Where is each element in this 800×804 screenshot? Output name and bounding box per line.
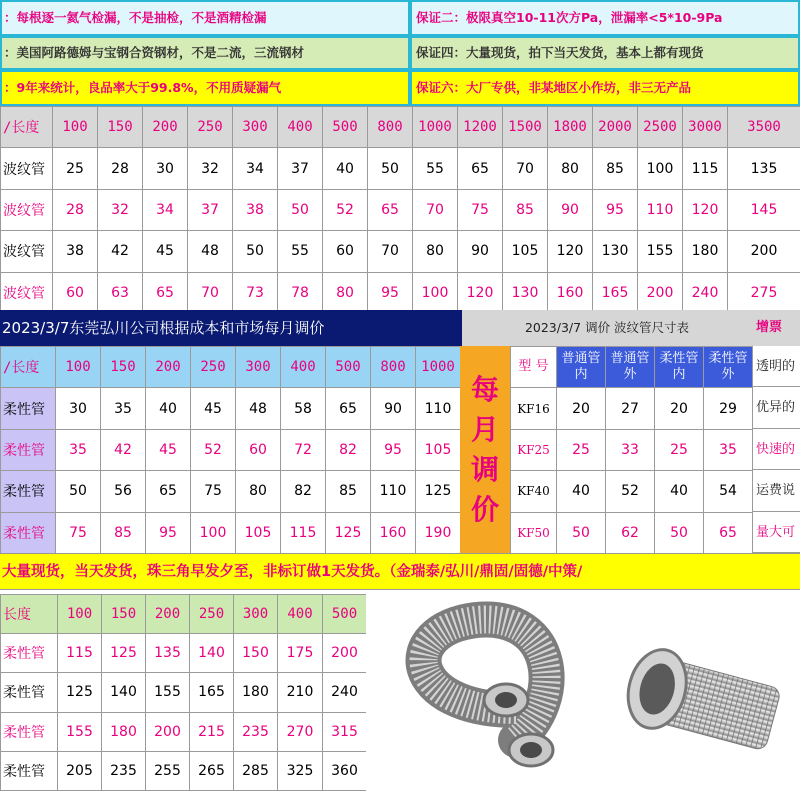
size-cell: 65 — [704, 512, 753, 553]
length-header-label: 长度 — [1, 595, 58, 634]
invoice-label: 增票 — [752, 310, 800, 346]
table-row — [1, 272, 800, 313]
length-header-cell: 800 — [368, 107, 413, 148]
price-cell: 85 — [101, 512, 146, 553]
monthly-adjust-badge — [460, 346, 510, 553]
price-cell: 275 — [728, 272, 800, 313]
size-cell: 27 — [606, 388, 655, 429]
size-header-cell: 型 号 — [511, 347, 557, 388]
price-cell: 82 — [281, 471, 326, 512]
bellows-hose-illustration — [366, 590, 800, 800]
flex-hose-price-table-2 — [0, 594, 367, 791]
size-cell: 50 — [655, 512, 704, 553]
price-cell: 50 — [278, 189, 323, 230]
price-cell: 235 — [234, 712, 278, 751]
price-cell: 285 — [234, 751, 278, 790]
feature-item: 优异的 — [752, 387, 800, 428]
price-cell: 45 — [191, 388, 236, 429]
size-cell: 25 — [655, 429, 704, 470]
length-header-cell: 500 — [326, 347, 371, 388]
price-cell: 100 — [191, 512, 236, 553]
price-cell: 56 — [101, 471, 146, 512]
price-cell: 40 — [323, 148, 368, 189]
price-cell: 65 — [326, 388, 371, 429]
price-cell: 80 — [548, 148, 593, 189]
length-header-cell: 1800 — [548, 107, 593, 148]
size-cell: 40 — [557, 471, 606, 512]
size-cell: 50 — [557, 512, 606, 553]
price-cell: 80 — [236, 471, 281, 512]
price-cell: 85 — [503, 189, 548, 230]
price-cell: 85 — [593, 148, 638, 189]
table-row — [1, 388, 461, 429]
price-cell: 75 — [191, 471, 236, 512]
model-cell: KF25 — [511, 429, 557, 470]
price-cell: 205 — [58, 751, 102, 790]
price-cell: 42 — [98, 231, 143, 272]
model-cell: KF16 — [511, 388, 557, 429]
bellows-price-table — [0, 106, 800, 314]
price-cell: 78 — [278, 272, 323, 313]
row-label: 波纹管 — [1, 189, 53, 230]
price-cell: 75 — [458, 189, 503, 230]
price-cell: 60 — [236, 429, 281, 470]
table-row — [1, 751, 367, 790]
table-row — [1, 471, 461, 512]
size-row — [511, 471, 753, 512]
price-cell: 55 — [278, 231, 323, 272]
price-cell: 125 — [416, 471, 461, 512]
price-cell: 200 — [728, 231, 800, 272]
table-row — [1, 231, 800, 272]
price-cell: 34 — [233, 148, 278, 189]
price-cell: 85 — [326, 471, 371, 512]
price-cell: 25 — [53, 148, 98, 189]
length-header-cell: 3500 — [728, 107, 800, 148]
size-cell: 33 — [606, 429, 655, 470]
size-table-title: 2023/3/7 调价 波纹管尺寸表 — [462, 310, 752, 346]
banner-row-2-left: ：美国阿路德姆与宝钢合资钢材，不是二流，三流钢材 — [0, 36, 410, 70]
price-cell: 45 — [146, 429, 191, 470]
length-header-cell: 2500 — [638, 107, 683, 148]
row-label: 柔性管 — [1, 673, 58, 712]
price-cell: 105 — [503, 231, 548, 272]
price-cell: 48 — [188, 231, 233, 272]
price-cell: 130 — [593, 231, 638, 272]
length-header-cell: 200 — [146, 595, 190, 634]
length-header-cell: 200 — [146, 347, 191, 388]
size-header-row — [511, 347, 753, 388]
badge-char: 每 — [471, 370, 499, 410]
length-header-cell: 400 — [278, 595, 323, 634]
price-cell: 70 — [188, 272, 233, 313]
price-cell: 155 — [638, 231, 683, 272]
size-cell: 40 — [655, 471, 704, 512]
price-cell: 135 — [146, 634, 190, 673]
size-cell: 25 — [557, 429, 606, 470]
price-cell: 95 — [146, 512, 191, 553]
price-cell: 125 — [102, 634, 146, 673]
price-cell: 255 — [146, 751, 190, 790]
price-cell: 34 — [143, 189, 188, 230]
price-cell: 95 — [368, 272, 413, 313]
length-header-cell: 150 — [101, 347, 146, 388]
feature-item: 透明的 — [752, 346, 800, 387]
price-cell: 130 — [503, 272, 548, 313]
feature-item: 运费说 — [752, 470, 800, 511]
price-cell: 115 — [683, 148, 728, 189]
price-cell: 28 — [98, 148, 143, 189]
banner-row-3-left: ：9年来统计，良品率大于99.8%，不用质疑漏气 — [0, 70, 410, 106]
row-label: 波纹管 — [1, 272, 53, 313]
price-cell: 210 — [278, 673, 323, 712]
price-cell: 160 — [548, 272, 593, 313]
model-cell: KF40 — [511, 471, 557, 512]
size-cell: 20 — [655, 388, 704, 429]
price-cell: 100 — [413, 272, 458, 313]
table-row — [1, 148, 800, 189]
length-header-cell: 250 — [191, 347, 236, 388]
length-header-cell: 200 — [143, 107, 188, 148]
product-photo — [366, 590, 800, 800]
price-cell: 105 — [236, 512, 281, 553]
price-cell: 115 — [58, 634, 102, 673]
price-cell: 35 — [56, 429, 101, 470]
table-header-row — [1, 595, 367, 634]
price-cell: 48 — [236, 388, 281, 429]
table-header-row — [1, 107, 800, 148]
size-header-cell: 柔性管外 — [704, 347, 753, 388]
price-cell: 38 — [233, 189, 278, 230]
price-cell: 155 — [146, 673, 190, 712]
length-header-cell: 250 — [190, 595, 234, 634]
length-header-cell: 400 — [278, 107, 323, 148]
price-cell: 80 — [413, 231, 458, 272]
price-cell: 140 — [102, 673, 146, 712]
table-row — [1, 634, 367, 673]
price-cell: 80 — [323, 272, 368, 313]
row-label: 柔性管 — [1, 751, 58, 790]
price-cell: 58 — [281, 388, 326, 429]
price-cell: 145 — [728, 189, 800, 230]
price-cell: 100 — [638, 148, 683, 189]
size-header-cell: 普通管内 — [557, 347, 606, 388]
price-cell: 95 — [371, 429, 416, 470]
banner-row-2-right: 保证四：大量现货，拍下当天发货，基本上都有现货 — [410, 36, 800, 70]
price-cell: 65 — [458, 148, 503, 189]
price-cell: 70 — [413, 189, 458, 230]
price-cell: 120 — [548, 231, 593, 272]
length-header-cell: 300 — [233, 107, 278, 148]
length-header-cell: 1000 — [413, 107, 458, 148]
length-header-cell: 500 — [323, 595, 367, 634]
size-row — [511, 429, 753, 470]
price-cell: 150 — [234, 634, 278, 673]
table-row — [1, 429, 461, 470]
price-cell: 70 — [368, 231, 413, 272]
price-cell: 110 — [371, 471, 416, 512]
price-cell: 90 — [371, 388, 416, 429]
price-cell: 28 — [53, 189, 98, 230]
price-cell: 140 — [190, 634, 234, 673]
price-cell: 82 — [326, 429, 371, 470]
price-cell: 110 — [638, 189, 683, 230]
price-cell: 35 — [101, 388, 146, 429]
price-cell: 63 — [98, 272, 143, 313]
row-label: 柔性管 — [1, 429, 56, 470]
price-cell: 60 — [53, 272, 98, 313]
size-row — [511, 388, 753, 429]
price-cell: 360 — [323, 751, 367, 790]
length-header-cell: 100 — [56, 347, 101, 388]
bellows-size-table — [510, 346, 753, 554]
length-header-cell: 3000 — [683, 107, 728, 148]
price-cell: 325 — [278, 751, 323, 790]
flex-hose-price-table — [0, 346, 461, 554]
price-cell: 235 — [102, 751, 146, 790]
size-cell: 52 — [606, 471, 655, 512]
price-cell: 155 — [58, 712, 102, 751]
price-cell: 200 — [638, 272, 683, 313]
price-cell: 30 — [56, 388, 101, 429]
row-label: 柔性管 — [1, 388, 56, 429]
size-header-cell: 普通管外 — [606, 347, 655, 388]
price-cell: 95 — [593, 189, 638, 230]
price-cell: 65 — [368, 189, 413, 230]
price-cell: 240 — [323, 673, 367, 712]
table-row — [1, 189, 800, 230]
table-row — [1, 673, 367, 712]
price-cell: 52 — [191, 429, 236, 470]
price-cell: 240 — [683, 272, 728, 313]
row-label: 柔性管 — [1, 712, 58, 751]
price-cell: 180 — [234, 673, 278, 712]
price-cell: 30 — [143, 148, 188, 189]
price-cell: 270 — [278, 712, 323, 751]
feature-item: 量大可 — [752, 512, 800, 553]
length-header-cell: 2000 — [593, 107, 638, 148]
price-cell: 70 — [503, 148, 548, 189]
price-cell: 55 — [413, 148, 458, 189]
length-header-label: /长度 — [1, 347, 56, 388]
length-header-cell: 150 — [98, 107, 143, 148]
size-cell: 54 — [704, 471, 753, 512]
length-header-cell: 400 — [281, 347, 326, 388]
price-cell: 265 — [190, 751, 234, 790]
price-cell: 200 — [146, 712, 190, 751]
price-cell: 32 — [188, 148, 233, 189]
price-cell: 75 — [56, 512, 101, 553]
price-cell: 165 — [593, 272, 638, 313]
price-cell: 73 — [233, 272, 278, 313]
price-cell: 37 — [188, 189, 233, 230]
price-cell: 115 — [281, 512, 326, 553]
row-label: 波纹管 — [1, 231, 53, 272]
price-cell: 160 — [371, 512, 416, 553]
price-cell: 175 — [278, 634, 323, 673]
model-cell: KF50 — [511, 512, 557, 553]
price-cell: 105 — [416, 429, 461, 470]
price-cell: 90 — [458, 231, 503, 272]
length-header-cell: 500 — [323, 107, 368, 148]
row-label: 柔性管 — [1, 634, 58, 673]
price-cell: 90 — [548, 189, 593, 230]
length-header-cell: 250 — [188, 107, 233, 148]
price-cell: 38 — [53, 231, 98, 272]
price-cell: 200 — [323, 634, 367, 673]
price-cell: 125 — [58, 673, 102, 712]
length-header-cell: 1000 — [416, 347, 461, 388]
price-cell: 190 — [416, 512, 461, 553]
price-cell: 65 — [143, 272, 188, 313]
price-cell: 215 — [190, 712, 234, 751]
price-cell: 135 — [728, 148, 800, 189]
price-cell: 180 — [683, 231, 728, 272]
row-label: 柔性管 — [1, 512, 56, 553]
length-header-cell: 800 — [371, 347, 416, 388]
length-header-label: /长度 — [1, 107, 53, 148]
price-cell: 120 — [458, 272, 503, 313]
badge-char: 月 — [471, 410, 499, 450]
price-cell: 72 — [281, 429, 326, 470]
badge-char: 调 — [471, 450, 499, 490]
price-cell: 40 — [146, 388, 191, 429]
size-cell: 62 — [606, 512, 655, 553]
price-cell: 37 — [278, 148, 323, 189]
price-cell: 165 — [190, 673, 234, 712]
stock-banner: 大量现货，当天发货，珠三角早发夕至，非标订做1天发货。（金瑞泰/弘川/鼎固/固德/中策/ — [0, 553, 800, 590]
price-cell: 32 — [98, 189, 143, 230]
banner-row-3-right: 保证六：大厂专供，非某地区小作坊，非三无产品 — [410, 70, 800, 106]
price-cell: 110 — [416, 388, 461, 429]
price-cell: 120 — [683, 189, 728, 230]
price-cell: 50 — [233, 231, 278, 272]
price-cell: 65 — [146, 471, 191, 512]
length-header-cell: 1200 — [458, 107, 503, 148]
size-row — [511, 512, 753, 553]
size-header-cell: 柔性管内 — [655, 347, 704, 388]
feature-column — [752, 346, 800, 553]
price-cell: 315 — [323, 712, 367, 751]
size-cell: 35 — [704, 429, 753, 470]
price-cell: 180 — [102, 712, 146, 751]
table-header-row — [1, 347, 461, 388]
row-label: 柔性管 — [1, 471, 56, 512]
length-header-cell: 100 — [53, 107, 98, 148]
badge-char: 价 — [471, 490, 499, 530]
row-label: 波纹管 — [1, 148, 53, 189]
banner-row-1-right: 保证二：极限真空10-11次方Pa，泄漏率<5*10-9Pa — [410, 0, 800, 36]
banner-row-1-left: ：每根逐一氦气检漏，不是抽检，不是酒精检漏 — [0, 0, 410, 36]
length-header-cell: 300 — [234, 595, 278, 634]
table-row — [1, 512, 461, 553]
size-cell: 20 — [557, 388, 606, 429]
price-cell: 42 — [101, 429, 146, 470]
length-header-cell: 300 — [236, 347, 281, 388]
price-adjust-banner: 2023/3/7东莞弘川公司根据成本和市场每月调价 — [0, 310, 462, 346]
price-cell: 45 — [143, 231, 188, 272]
price-cell: 125 — [326, 512, 371, 553]
price-cell: 60 — [323, 231, 368, 272]
length-header-cell: 1500 — [503, 107, 548, 148]
length-header-cell: 100 — [58, 595, 102, 634]
table-row — [1, 712, 367, 751]
price-cell: 50 — [56, 471, 101, 512]
length-header-cell: 150 — [102, 595, 146, 634]
size-cell: 29 — [704, 388, 753, 429]
price-cell: 50 — [368, 148, 413, 189]
feature-item: 快速的 — [752, 429, 800, 470]
price-cell: 52 — [323, 189, 368, 230]
